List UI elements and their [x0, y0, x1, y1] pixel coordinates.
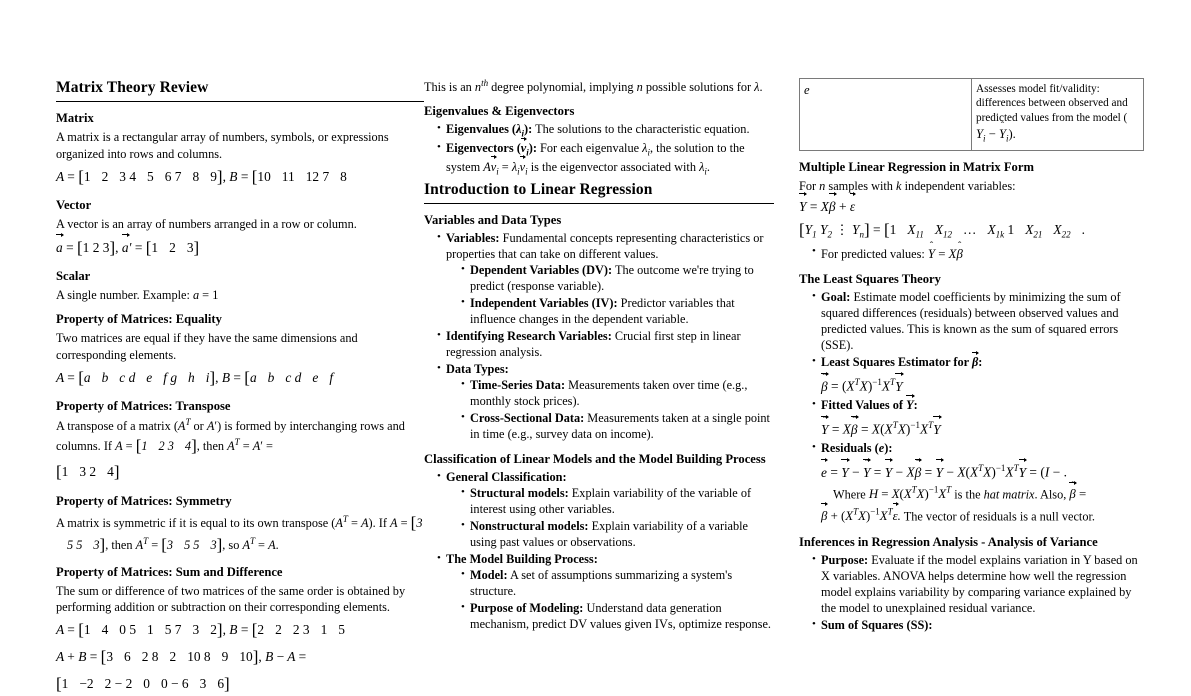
mlr-text: For n samples with k independent variables: — [799, 178, 1016, 193]
list-item-model — [462, 568, 774, 600]
list-item-general-classification — [438, 470, 774, 551]
section-heading-mlr-matrix-form: Multiple Linear Regression in Matrix Form — [799, 159, 1034, 174]
section-heading-transpose: Property of Matrices: Transpose — [56, 399, 231, 414]
list-item-lse — [813, 355, 1149, 396]
desc-line-3: predicted values from the model ( — [976, 111, 1128, 124]
least-squares-list — [799, 290, 1149, 525]
list-item-residuals — [813, 441, 1149, 526]
scalar-definition-text: A single number. Example: a = 1 — [56, 288, 219, 303]
variables-list — [424, 231, 774, 443]
three-column-layout — [0, 78, 1191, 693]
column-1 — [56, 78, 424, 693]
section-heading-scalar: Scalar — [56, 269, 91, 284]
term-lse: Least Squares Estimator for β : — [821, 355, 982, 369]
residuals-note-2: β + $(X^TX)^{-1}X^T\varepsilon$ . The vector of residuals is a null vector. — [821, 506, 1149, 526]
term-general-classification: General Classification: — [446, 470, 567, 485]
list-item-data-types — [438, 362, 774, 443]
mlr-equation-2: [$Y_1$ $Y_2$ ⋮ $Y_n] = [1$ $X_{11}$ $X_{12}$ … $X_{1k}$ 1 $X_{21}$ $X_{22}$ . — [799, 220, 1085, 240]
list-item-identifying-research-variables — [438, 329, 774, 361]
list-item-nonstructural-models — [462, 519, 774, 551]
text-model: A set of assumptions summarizing a system's structure. — [470, 568, 733, 598]
matrix-example-equation: A = [1 2 3 4 5 6 7 8 9], B = [10 11 12 7 8 — [56, 166, 347, 186]
list-item-cross-sectional — [462, 411, 774, 443]
vector-definition-text: A vector is an array of numbers arranged in a row or column. — [56, 217, 357, 232]
sum-difference-equation-3: [1 −2 2 − 2 0 0 − 6 3 6] — [56, 673, 230, 693]
data-types-sublist — [446, 378, 774, 443]
term-iv: Independent Variables (IV): — [470, 296, 618, 311]
list-item-variables — [438, 231, 774, 328]
text-purpose: Evaluate if the model explains variation in Y based on X variables. ANOVA helps determine how well the regression model explains variability by comparing variance explained by the model to unexplained residual variance. — [821, 552, 1138, 615]
text-cross-sectional: Measurements taken at a single point in time (e.g., survey data on income). — [470, 411, 770, 442]
term-fitted-values: Fitted Values of Y : — [821, 398, 918, 412]
list-item-purpose-of-modeling — [462, 601, 774, 633]
vector-example-equation: a = [1 2 3], a ′ = [1 2 3] — [56, 236, 424, 261]
sum-difference-equation-2: A + B = [3 6 2 8 2 10 8 9 10], B − A = — [56, 647, 307, 667]
section-heading-least-squares-theory: The Least Squares Theory — [799, 272, 941, 287]
term-model: Model: — [470, 568, 508, 583]
term-dv: Dependent Variables (DV): — [470, 263, 613, 278]
term-structural: Structural models: — [470, 486, 569, 501]
residuals-note-1: Where $H = X(X^TX)^{-1}X^T$ is the hat matrix. Also, β = — [833, 484, 1149, 504]
term-irv: Identifying Research Variables: — [446, 329, 612, 344]
sum-difference-equation-1: A = [1 4 0 5 1 5 7 3 2], B = [2 2 2 3 1 5 — [56, 620, 345, 640]
section-heading-matrix: Matrix — [56, 111, 94, 126]
table-cell-symbol: e — [800, 79, 972, 151]
list-item-model-building-process — [438, 552, 774, 633]
term-goal: Goal: — [821, 290, 851, 305]
lse-equation: β = $(X^TX)^{-1}X^TY$ — [821, 376, 1149, 396]
fitted-values-equation: Y = Xβ = $X(X^TX)^{-1}X^TY$ — [821, 419, 1149, 439]
list-item-eigenvectors: • Eigenvectors (v $_i$): For each eigenvalue $\lambda_i$, the solution to the system Av $_i = \lambda_iv$ $_i$ is the eigenvector associated with $\lambda_i$. — [438, 141, 774, 177]
section-heading-equality: Property of Matrices: Equality — [56, 312, 222, 327]
predicted-values-list — [799, 245, 1149, 264]
section-heading-variables-data-types: Variables and Data Types — [424, 213, 562, 228]
classification-list — [424, 470, 774, 633]
list-item-fitted-values — [813, 398, 1149, 439]
list-item-purpose — [813, 553, 1149, 617]
table-cell-description — [972, 79, 1144, 151]
term-cross-sectional: Cross-Sectional Data: — [470, 411, 585, 426]
list-item-predicted-values: • For predicted values: Y = Xβ — [813, 245, 1149, 264]
equality-text: Two matrices are equal if they have the same dimensions and corresponding elements. — [56, 331, 358, 362]
equality-equation: A = [a b c d e f g h i], B = [a b c d e f — [56, 367, 334, 387]
transpose-text: A transpose of a matrix ($A^T$ or A′) is formed by interchanging rows and columns. If A = [1 2 3 4], then $A^T = A'$ = — [56, 417, 405, 455]
list-item-sum-of-squares — [813, 618, 1149, 634]
term-purpose-modeling: Purpose of Modeling: — [470, 600, 584, 615]
text-goal: Estimate model coefficients by minimizing the sum of squared differences (residuals) between observed values and predicted values. This is known as the sum of squared errors (SSE). — [821, 290, 1121, 353]
term-sum-of-squares: Sum of Squares (SS): — [821, 617, 933, 632]
polynomial-note: This is an $n^{th}$ degree polynomial, implying n possible solutions for λ. — [424, 78, 763, 95]
section-heading-symmetry: Property of Matrices: Symmetry — [56, 493, 232, 508]
residuals-equation: e = Y − Y = Y − Xβ = Y − $X(X^TX)^{-1}X^TY$ = (I − . — [821, 462, 1149, 482]
section-heading-vector: Vector — [56, 198, 92, 213]
list-item-goal — [813, 290, 1149, 354]
text-nonstructural: Explain variability of a variable using past values or observations. — [470, 519, 748, 550]
term-purpose: Purpose: — [821, 552, 869, 567]
term-residuals: Residuals (e): — [821, 441, 893, 456]
symmetry-text: A matrix is symmetric if it is equal to its own transpose $(A^T = A)$. If A = [35 5 3], then $A^T = [3$ 5 5 3], so $A^T = A$. — [56, 512, 423, 554]
section-title-intro-linear-regression: Introduction to Linear Regression — [424, 180, 774, 204]
list-item-eigenvalues: • Eigenvalues $(\lambda_i)$: The solutions to the characteristic equation. — [438, 122, 774, 140]
model-building-sublist — [446, 568, 774, 633]
text-irv: Crucial first step in linear regression analysis. — [446, 329, 741, 360]
term-nonstructural: Nonstructural models: — [470, 519, 589, 534]
text-structural: Explain variability of the variable of interest using other variables. — [470, 486, 752, 517]
desc-line-1: Assesses model fit/validity: — [976, 83, 1100, 95]
term-variables: Variables: — [446, 231, 500, 246]
sum-difference-text: The sum or difference of two matrices of the same order is obtained by performing addition or subtraction on their corresponding elements. — [56, 584, 406, 615]
inferences-list — [799, 553, 1149, 634]
transpose-equation: [1 3 2 4] — [56, 461, 120, 481]
table-row — [800, 79, 1144, 151]
column-3 — [799, 78, 1149, 632]
list-item-independent-variables — [462, 296, 774, 328]
variables-sublist — [446, 263, 774, 328]
text-time-series: Measurements taken over time (e.g., monthly stock prices). — [470, 378, 748, 409]
section-heading-classification: Classification of Linear Models and the Model Building Process — [424, 452, 766, 466]
text-dv: The outcome we're trying to predict (response variable). — [470, 263, 754, 294]
text-variables: Fundamental concepts representing characteristics or properties that can take on different values. — [446, 231, 764, 262]
term-data-types: Data Types: — [446, 362, 509, 377]
page-title: Matrix Theory Review — [56, 78, 424, 102]
general-classification-sublist — [446, 486, 774, 551]
list-item-time-series — [462, 378, 774, 410]
list-item-dependent-variables — [462, 263, 774, 295]
desc-line-2: differences between observed and — [976, 97, 1128, 110]
mlr-equation-1: Y = Xβ + ε — [799, 197, 1149, 216]
list-item-structural-models — [462, 486, 774, 518]
section-heading-inferences-anova: Inferences in Regression Analysis - Analysis of Variance — [799, 534, 1098, 549]
section-heading-sum-difference: Property of Matrices: Sum and Difference — [56, 565, 283, 580]
eigen-list — [424, 122, 774, 177]
column-2 — [424, 78, 774, 631]
text-purpose-modeling: Understand data generation mechanism, predict DV values given IVs, optimize response. — [470, 600, 771, 631]
term-model-building-process: The Model Building Process: — [446, 552, 598, 567]
section-heading-eigenvalues-eigenvectors: Eigenvalues & Eigenvectors — [424, 104, 575, 119]
matrix-definition-text: A matrix is a rectangular array of numbers, symbols, or expressions organized into rows and columns. — [56, 130, 389, 161]
residual-definition-table — [799, 78, 1144, 151]
term-time-series: Time-Series Data: — [470, 378, 566, 393]
desc-line-4: $Y_i - Y$ $_i$). — [976, 126, 1016, 144]
text-iv: Predictor variables that influence changes in the dependent variable. — [470, 296, 735, 327]
